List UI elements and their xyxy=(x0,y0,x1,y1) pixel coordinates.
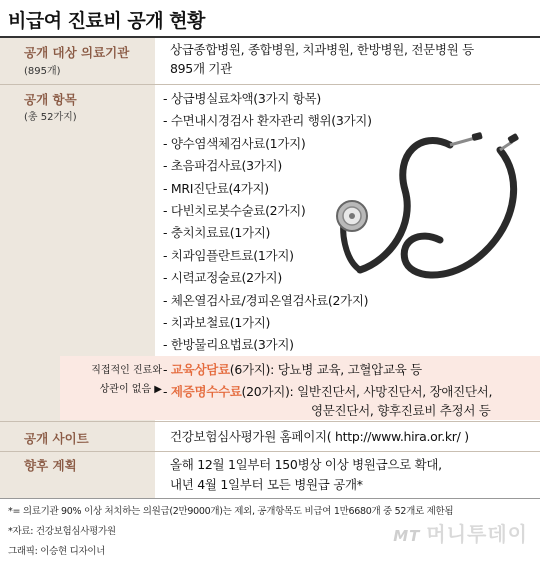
plan-line-1: 올해 12월 1일부터 150병상 이상 병원급으로 확대, xyxy=(170,457,442,472)
table-bottom-border xyxy=(0,498,540,499)
list-item: - 치과보철료(1가지) xyxy=(163,315,271,330)
list-item: - 충치치료료(1가지) xyxy=(163,225,271,240)
list-item: - 다빈치로봇수술료(2가지) xyxy=(163,203,306,218)
site-text: 건강보험심사평가원 홈페이지( http://www.hira.or.kr/ ) xyxy=(170,429,469,444)
certificate-fee-detail-2: 영문진단서, 향후진료비 추정서 등 xyxy=(311,403,491,418)
target-label: 공개 대상 의료기관 xyxy=(24,45,130,60)
footnote-credit: 그래픽: 이승현 디자이너 xyxy=(8,546,106,557)
certificate-prefix: - xyxy=(163,384,171,399)
list-item: - MRI진단료(4가지) xyxy=(163,181,269,196)
list-item: - 초음파검사료(3가지) xyxy=(163,158,282,173)
education-fee-name: 교육상담료 xyxy=(170,362,230,377)
target-count: (895개) xyxy=(24,66,61,77)
non-medical-note-line-2: 상관이 없음 ▶ xyxy=(99,384,162,395)
certificate-fee-detail: (20가지): 일반진단서, 사망진단서, 장애진단서, xyxy=(241,384,493,399)
stethoscope-illustration xyxy=(300,120,530,300)
items-label: 공개 항목 xyxy=(24,92,77,107)
plan-line-2: 내년 4월 1일부터 모든 병원급 공개* xyxy=(170,477,363,492)
list-item: - 한방물리요법료(3가지) xyxy=(163,337,294,352)
footnote-source: *자료: 건강보험심사평가원 xyxy=(8,526,116,537)
list-item: - 상급병실료차액(3가지 항목) xyxy=(163,91,321,106)
list-item: - 양수염색체검사료(1가지) xyxy=(163,136,306,151)
brand-logo xyxy=(393,518,528,547)
brand-name: 머니투데이 xyxy=(426,522,528,546)
target-line-1: 상급종합병원, 종합병원, 치과병원, 한방병원, 전문병원 등 xyxy=(170,42,474,57)
list-item: - 수면내시경검사 환자관리 행위(3가지) xyxy=(163,113,372,128)
education-prefix: - xyxy=(163,362,171,377)
certificate-fee-name: 제증명수수료 xyxy=(170,384,242,399)
non-medical-note xyxy=(70,361,162,399)
list-item: - 치과임플란트료(1가지) xyxy=(163,248,294,263)
page-title: 비급여 진료비 공개 현황 xyxy=(8,10,205,32)
education-item xyxy=(163,360,422,378)
plan-label: 향후 계획 xyxy=(24,458,77,473)
certificate-item xyxy=(163,382,492,400)
items-count: (총 52가지) xyxy=(24,112,77,123)
brand-mt-mark: MT xyxy=(393,527,421,545)
non-medical-note-line-1: 직접적인 진료와 xyxy=(91,365,162,376)
education-fee-detail: (6가지): 당뇨병 교육, 고혈압교육 등 xyxy=(229,362,422,377)
list-item: - 체온열검사료/경피온열검사료(2가지) xyxy=(163,293,369,308)
list-item: - 시력교정술료(2가지) xyxy=(163,270,282,285)
footnote-exclusion: *= 의료기관 90% 이상 처치하는 의원급(2만9000개)는 제외, 공개항목도 비급여 1만6680개 중 52개로 제한됨 xyxy=(8,506,454,517)
site-label: 공개 사이트 xyxy=(24,431,89,446)
target-line-2: 895개 기관 xyxy=(170,61,232,76)
